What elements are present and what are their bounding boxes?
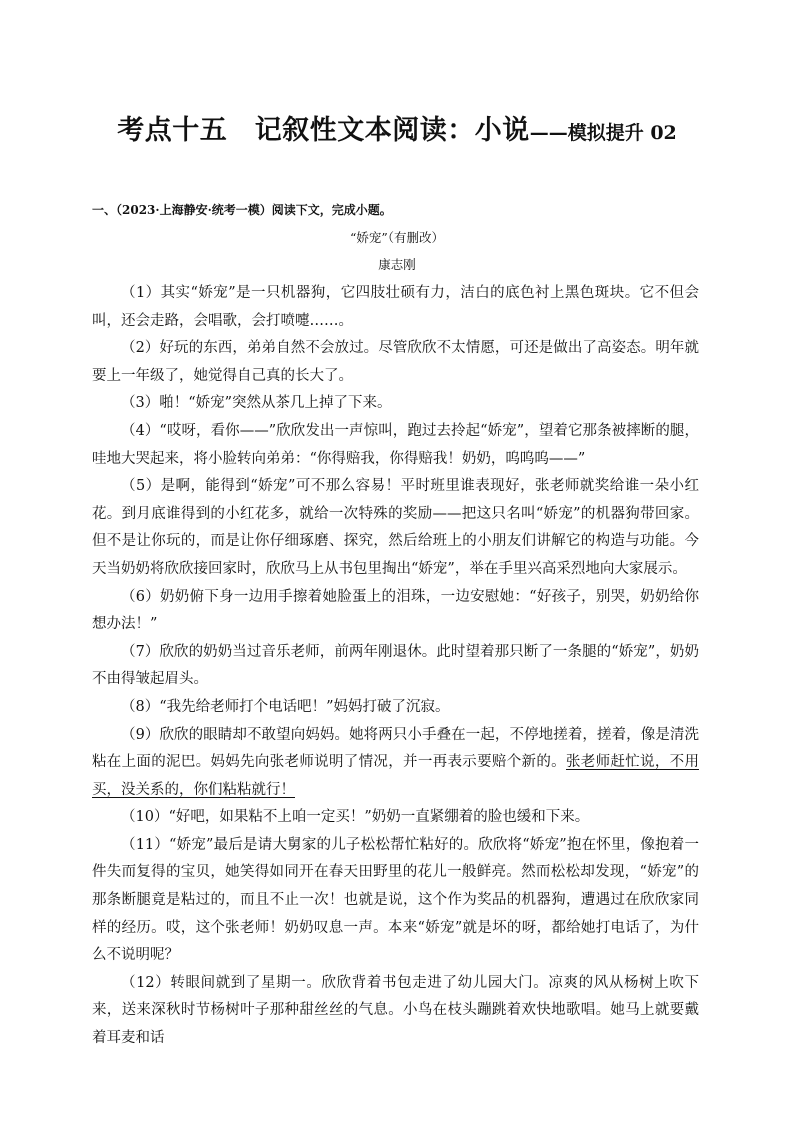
paragraph-5 <box>92 473 699 583</box>
underlined-sentence: 张老师赶忙说，不用买，没关系的，你们粘粘就行！ <box>92 754 699 798</box>
paragraph-1 <box>92 280 699 335</box>
page-title-sub: ——模拟提升 02 <box>529 122 677 144</box>
paragraph-text: （4）“哎呀，看你——”欣欣发出一声惊叫，跑过去拎起“娇宠”，望着它那条被摔断的腿，哇地大哭起来，将小脸转向弟弟：“你得赔我，你得赔我！奶奶，呜呜呜——” <box>92 422 699 467</box>
story-body <box>92 280 699 1053</box>
paragraph-6 <box>92 584 699 639</box>
paragraph-text: （11）“娇宠”最后是请大舅家的儿子松松帮忙粘好的。欣欣将“娇宠”抱在怀里，像抱着一件失而复得的宝贝，她笑得如同开在春天田野里的花儿一般鲜亮。然而松松却发现，“娇宠”的那条断腿竟是粘过的，而且不止一次！也就是说，这个作为奖品的机器狗，遭遇过在欣欣家同样的经历。哎，这个张老师！奶奶叹息一声。本来“娇宠”就是坏的呀，都给她打电话了，为什么不说明呢？ <box>92 836 699 964</box>
page-title-main: 考点十五 记叙性文本阅读：小说 <box>117 115 530 146</box>
paragraph-3 <box>92 390 699 418</box>
paragraph-text: （10）“好吧，如果粘不上咱一定买！”奶奶一直紧绷着的脸也缓和下来。 <box>121 809 590 826</box>
paragraph-text: （7）欣欣的奶奶当过音乐老师，前两年刚退休。此时望着那只断了一条腿的“娇宠”，奶奶不由得皱起眉头。 <box>92 643 699 688</box>
paragraph-text: （5）是啊，能得到“娇宠”可不那么容易！平时班里谁表现好，张老师就奖给谁一朵小红花。到月底谁得到的小红花多，就给一次特殊的奖励——把这只名叫“娇宠”的机器狗带回家。但不是让你玩的，而是让你仔细琢磨、探究，然后给班上的小朋友们讲解它的构造与功能。今天当奶奶将欣欣接回家时，欣欣马上从书包里掏出“娇宠”，举在手里兴高采烈地向大家展示。 <box>92 478 699 577</box>
paragraph-12 <box>92 970 699 1053</box>
paragraph-10 <box>92 804 699 832</box>
paragraph-text: （2）好玩的东西，弟弟自然不会放过。尽管欣欣不太情愿，可还是做出了高姿态。明年就要上一年级了，她觉得自己真的长大了。 <box>92 340 699 384</box>
story-title: “娇宠”（有删改） <box>349 230 445 245</box>
paragraph-11 <box>92 832 699 970</box>
paragraph-7 <box>92 639 699 694</box>
paragraph-9 <box>92 722 699 805</box>
story-author: 康志刚 <box>378 257 416 272</box>
paragraph-text: （3）啪！“娇宠”突然从茶几上掉了下来。 <box>121 395 392 412</box>
paragraph-text: （6）奶奶俯下身一边用手擦着她脸蛋上的泪珠，一边安慰她：“好孩子，别哭，奶奶给你想办法！” <box>92 588 699 633</box>
page-title <box>0 108 794 147</box>
paragraph-text: （9）欣欣的眼睛却不敢望向妈妈。她将两只小手叠在一起，不停地搓着，搓着，像是清洗粘在上面的泥巴。妈妈先向张老师说明了情况，并一再表示要赔个新的。 <box>92 726 699 771</box>
paragraph-2 <box>92 335 699 390</box>
question-heading: 一、（2023·上海静安·统考一模）阅读下文，完成小题。 <box>92 203 392 217</box>
paragraph-text: （1）其实“娇宠”是一只机器狗，它四肢壮硕有力，洁白的底色衬上黑色斑块。它不但会叫，还会走路，会唱歌，会打喷嚏……。 <box>92 285 699 329</box>
paragraph-4 <box>92 418 699 473</box>
paragraph-text: （8）“我先给老师打个电话吧！”妈妈打破了沉寂。 <box>121 698 450 715</box>
paragraph-text: （12）转眼间就到了星期一。欣欣背着书包走进了幼儿园大门。凉爽的风从杨树上吹下来，送来深秋时节杨树叶子那种甜丝丝的气息。小鸟在枝头蹦跳着欢快地歌唱。她马上就要戴着耳麦和话 <box>92 974 699 1047</box>
paragraph-8 <box>92 694 699 722</box>
